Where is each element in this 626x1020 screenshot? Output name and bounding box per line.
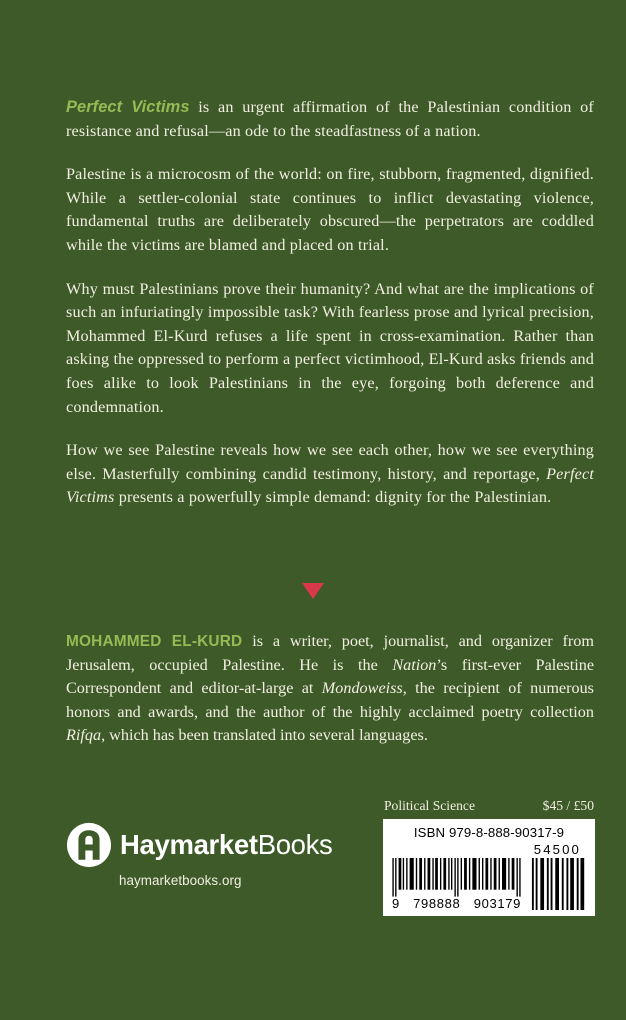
ean13-right-group: 903179 [473,895,521,911]
blurb-paragraph-4-part-2: presents a powerfully simple demand: dignity for the Palestinian. [114,488,552,507]
retail-price: $45 / £50 [542,798,594,813]
publisher-website: haymarketbooks.org [119,873,242,888]
bio-italic-mondoweiss: Mondoweiss [321,679,403,698]
barcode-addon-code: 54500 [533,842,581,857]
barcode-box [383,819,595,916]
publisher-name [120,831,332,859]
bisac-row [383,798,595,814]
book-title-accent: Perfect Victims [66,98,190,116]
publisher-logo-row [66,822,332,868]
blurb-paragraph-4-title-italic: Perfect Victims [66,464,594,507]
blurb-paragraph-2: Palestine is a microcosm of the world: on fire, stubborn, fragmented, dignified. While a settler-colonial state continues to inflict devastating violence, fundamental truths are deliberately obscured—the perpetrators are coddled while the victims are blamed and placed on trial. [66,165,594,254]
barcode-addon [531,858,587,910]
blurb-block [66,96,594,510]
bio-part-3: , the recipient of numerous honors and awards, and the author of the highly acclaimed poetry collection [66,679,594,721]
author-name: MOHAMMED EL-KURD [66,633,243,650]
author-bio-block [66,630,594,748]
author-bio-text [66,630,594,748]
bio-part-1: is a writer, poet, journalist, and organizer from Jerusalem, occupied Palestine. He is the [66,632,594,674]
ean13-left-group: 798888 [413,895,461,911]
publisher-logo-block [66,822,332,888]
blurb-paragraph-4-part-1: How we see Palestine reveals how we see each other, how we see everything else. Masterfully combining candid testimony, history, and reportage, [66,441,594,483]
barcode-block [383,798,595,916]
isbn-text: ISBN 979-8-888-90317-9 [413,825,565,840]
blurb-paragraph-4 [66,439,594,510]
haymarket-h-circle-icon [66,822,112,868]
addon-bars [531,858,587,910]
ean13-lead-digit: 9 [392,895,400,911]
bio-italic-nation: Nation [392,655,437,674]
ean13-bars [391,858,522,897]
publisher-name-regular: Books [257,829,333,861]
blurb-paragraph-3: Why must Palestinians prove their humanity? And what are the implications of such an infuriatingly impossible task? With fearless prose and lyrical precision, Mohammed El-Kurd refuses a life spent in cross-examination. Rather than asking the oppressed to perform a perfect victimhood, El-Kurd asks friends and foes alike to look Palestinians in the eye, forgoing both deference and condemnation. [66,279,594,416]
triangle-down-icon [302,583,324,599]
bio-part-4: , which has been translated into several languages. [101,726,428,745]
ean13-barcode [391,858,522,911]
blurb-paragraph-1 [66,96,594,143]
barcode-bars-row [391,858,587,911]
blurb-paragraph-1-rest: is an urgent affirmation of the Palestinian condition of resistance and refusal—an ode to the steadfastness of a nation. [66,98,594,140]
bisac-category: Political Science [384,798,475,813]
bio-italic-rifqa: Rifqa [66,726,102,745]
publisher-name-bold: Haymarket [120,829,258,861]
bio-part-2: ’s first-ever Palestine Correspondent and editor-at-large at [66,655,595,698]
ean13-digits [391,896,522,911]
divider [0,583,626,603]
